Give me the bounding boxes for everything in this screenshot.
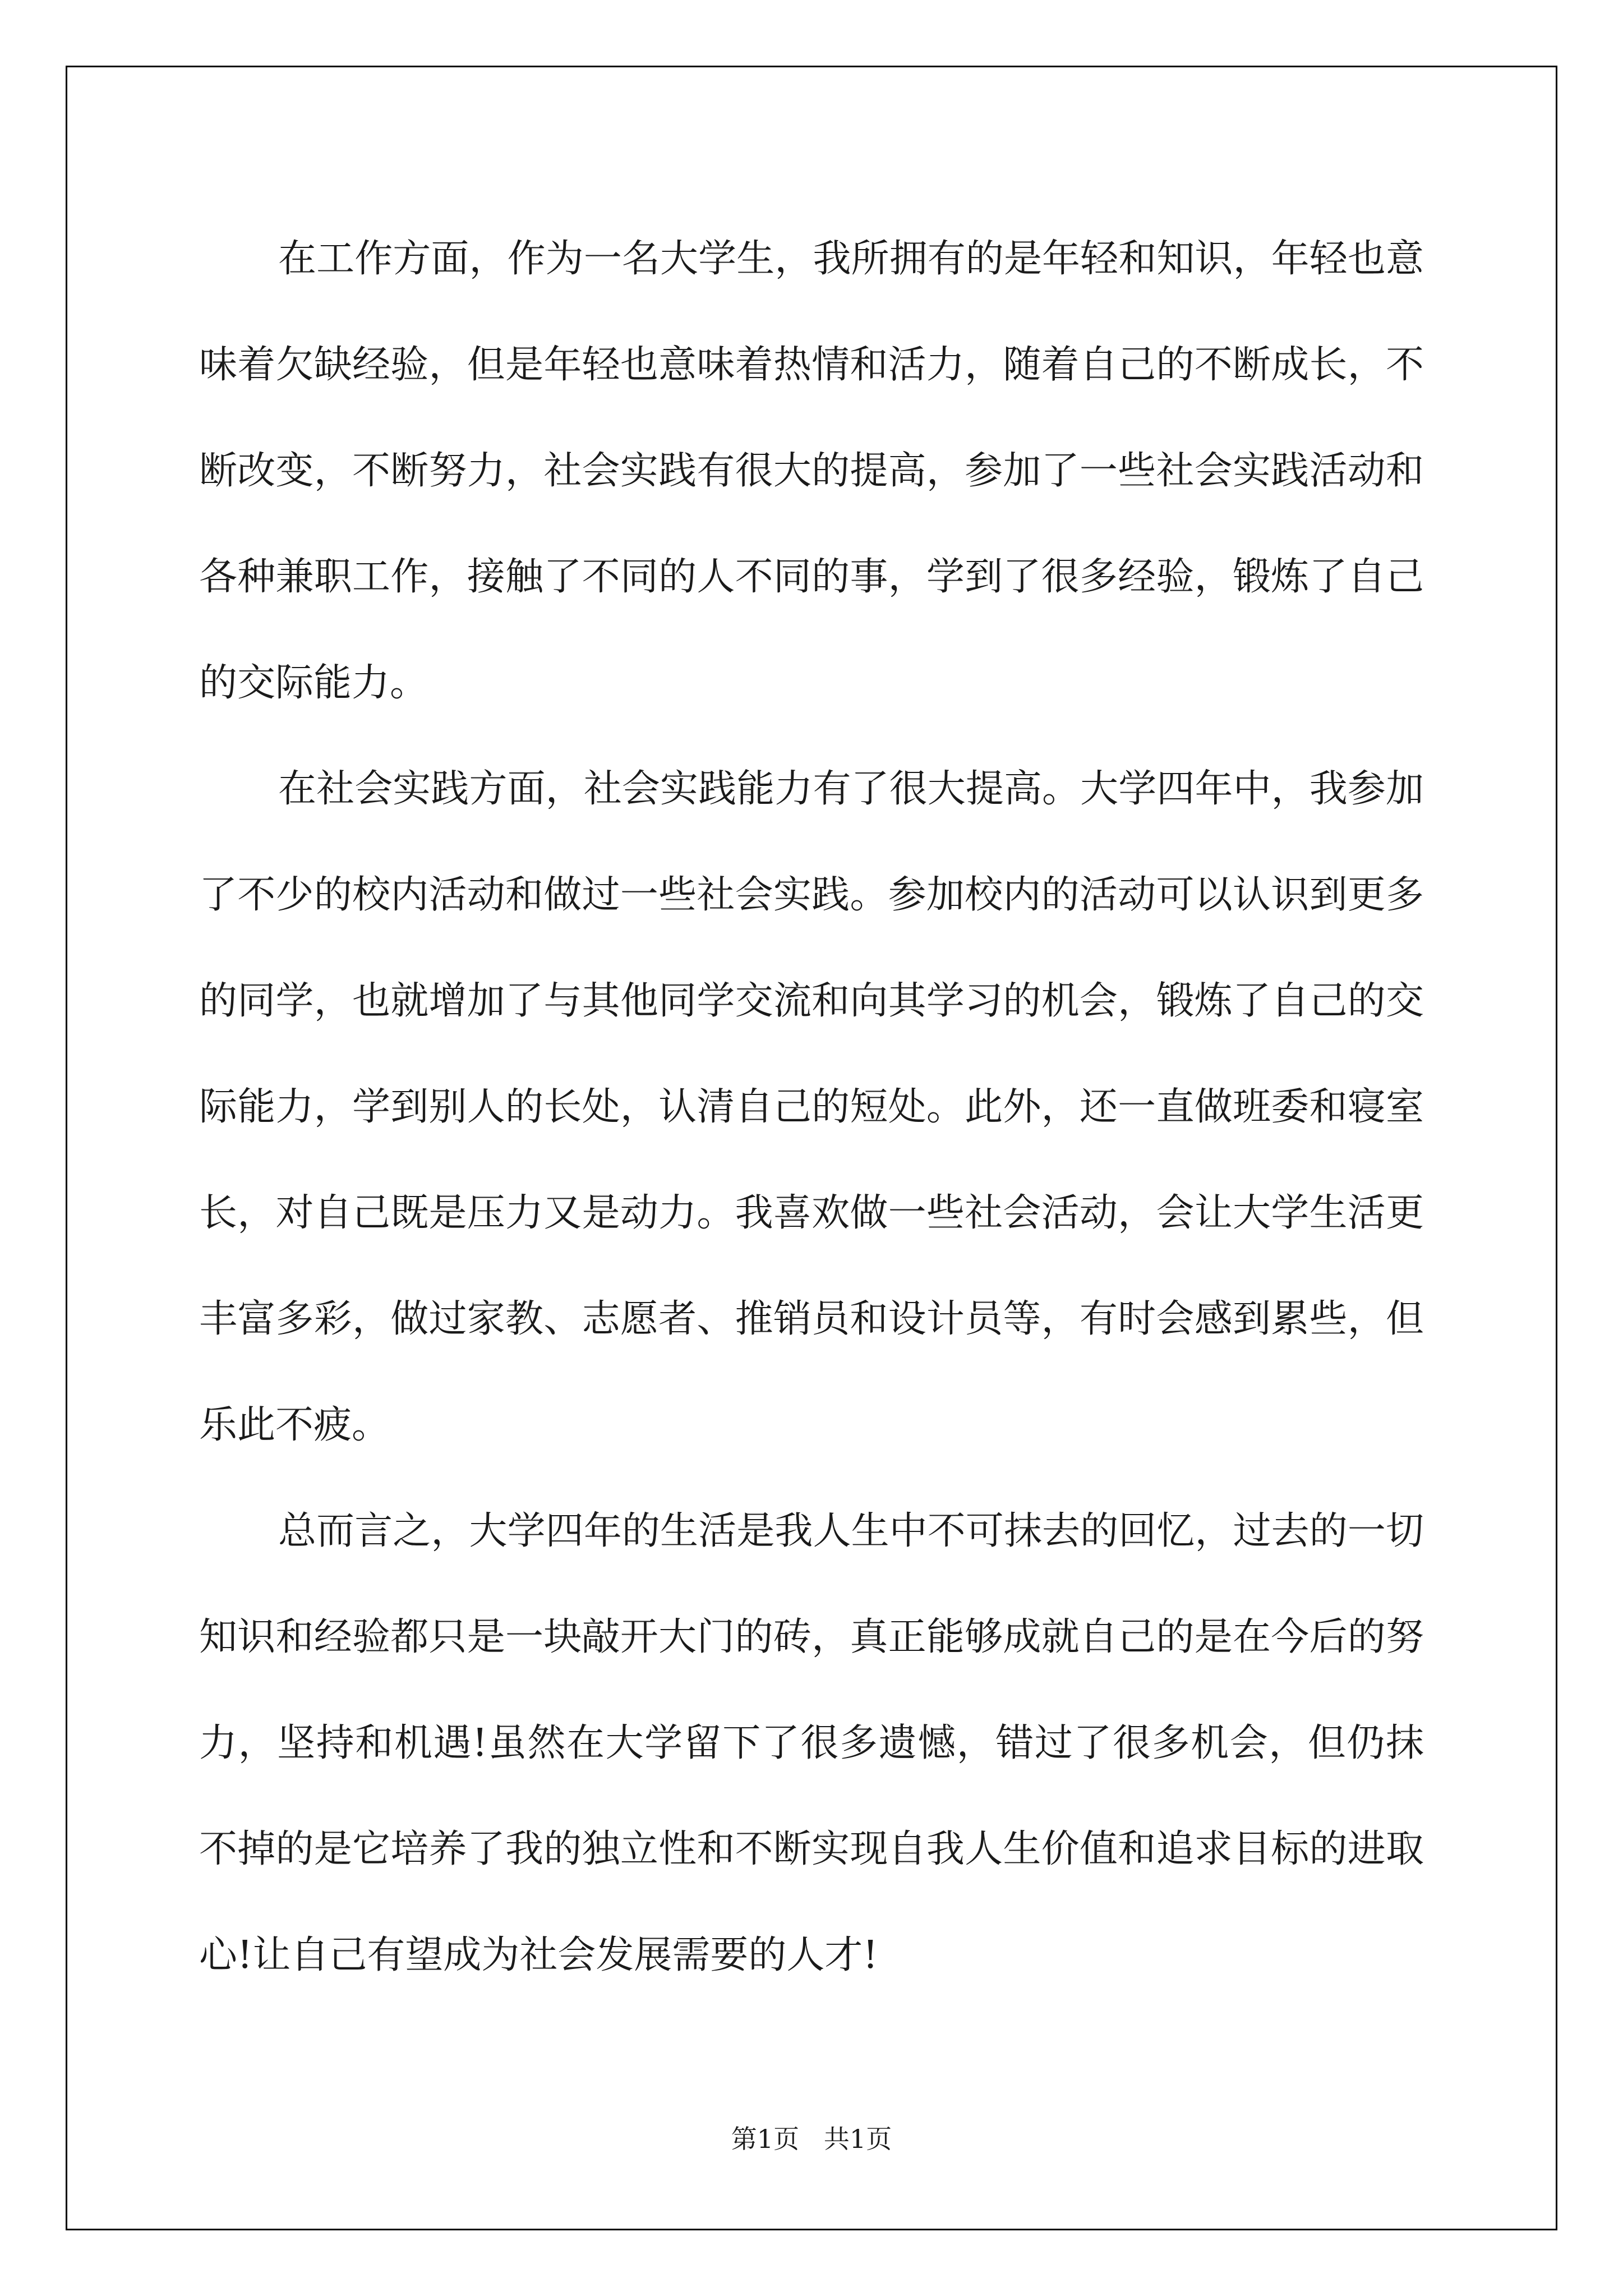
page-footer: 第1页 共1页: [731, 2124, 892, 2154]
paragraph-work: 在工作方面，作为一名大学生，我所拥有的是年轻和知识，年轻也意味着欠缺经验，但是年轻也意味着热情和活力，随着自己的不断成长，不断改变，不断努力，社会实践有很大的提高，参加了一些社会实践活动和各种兼职工作，接触了不同的人不同的事，学到了很多经验，锻炼了自己的交际能力。: [199, 237, 1424, 705]
paragraph-conclusion: 总而言之，大学四年的生活是我人生中不可抹去的回忆，过去的一切知识和经验都只是一块敲开大门的砖，真正能够成就自己的是在今后的努力，坚持和机遇!虽然在大学留下了很多遗憾，错过了很多机会，但仍抹不掉的是它培养了我的独立性和不断实现自我人生价值和追求目标的进取心!让自己有望成为社会发展需要的人才!: [199, 1509, 1424, 1977]
paragraph-social-practice: 在社会实践方面，社会实践能力有了很大提高。大学四年中，我参加了不少的校内活动和做过一些社会实践。参加校内的活动可以认识到更多的同学，也就增加了与其他同学交流和向其学习的机会，锻炼了自己的交际能力，学到别人的长处，认清自己的短处。此外，还一直做班委和寝室长，对自己既是压力又是动力。我喜欢做一些社会活动，会让大学生活更丰富多彩，做过家教、志愿者、推销员和设计员等，有时会感到累些，但乐此不疲。: [199, 767, 1424, 1447]
document-body: [199, 206, 1424, 2008]
